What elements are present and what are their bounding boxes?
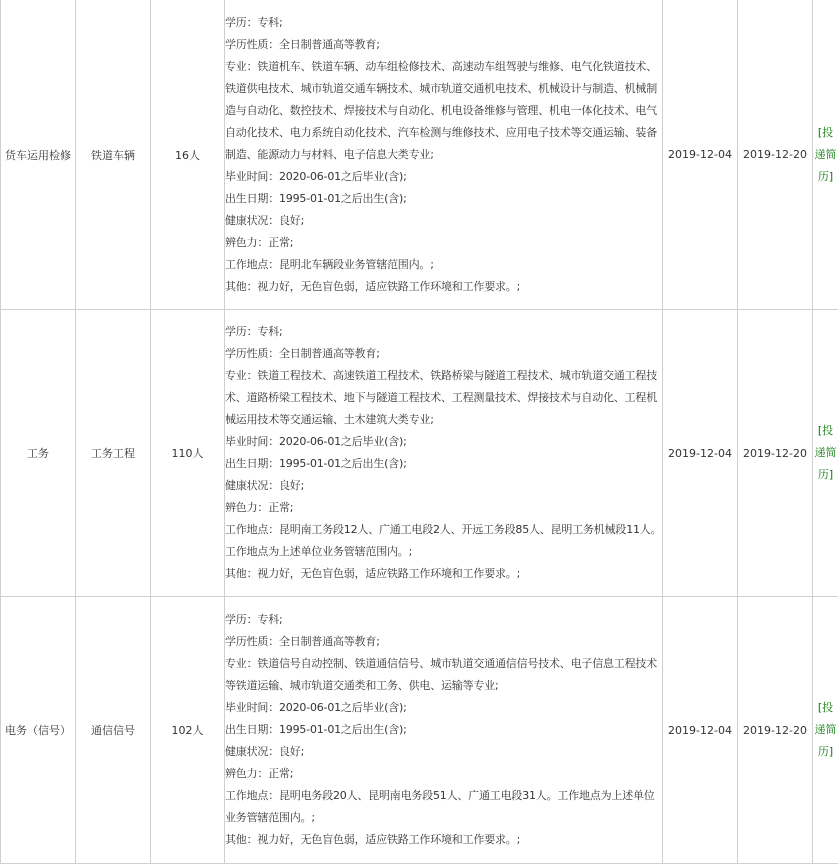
requirements-cell xyxy=(225,597,663,864)
start-date-cell: 2019-12-04 xyxy=(663,597,738,864)
table-row xyxy=(1,0,838,310)
action-cell xyxy=(813,597,838,864)
submit-resume-link[interactable]: [投递简历] xyxy=(814,122,838,188)
requirement-line: 学历性质：全日制普通高等教育; xyxy=(225,34,662,56)
requirement-line: 专业：铁道工程技术、高速铁道工程技术、铁路桥梁与隧道工程技术、城市轨道交通工程技术、道路桥梁工程技术、地下与隧道工程技术、工程测量技术、焊接技术与自动化、工程机械运用技术等交通运输、土木建筑大类专业; xyxy=(225,365,662,431)
requirement-line: 学历性质：全日制普通高等教育; xyxy=(225,631,662,653)
requirement-line: 工作地点：昆明北车辆段业务管辖范围内。; xyxy=(225,254,662,276)
requirements-cell xyxy=(225,310,663,597)
action-cell xyxy=(813,0,838,310)
table-row xyxy=(1,597,838,864)
department-cell: 货车运用检修 xyxy=(1,0,76,310)
requirement-line: 出生日期：1995-01-01之后出生(含); xyxy=(225,188,662,210)
requirement-line: 辨色力：正常; xyxy=(225,232,662,254)
requirement-line: 其他：视力好，无色盲色弱，适应铁路工作环境和工作要求。; xyxy=(225,563,662,585)
requirement-line: 学历性质：全日制普通高等教育; xyxy=(225,343,662,365)
position-cell: 工务工程 xyxy=(76,310,151,597)
headcount-cell: 102人 xyxy=(151,597,225,864)
requirement-line: 健康状况：良好; xyxy=(225,210,662,232)
headcount-cell: 110人 xyxy=(151,310,225,597)
requirement-line: 其他：视力好，无色盲色弱，适应铁路工作环境和工作要求。; xyxy=(225,276,662,298)
requirement-line: 辨色力：正常; xyxy=(225,497,662,519)
requirement-line: 学历：专科; xyxy=(225,12,662,34)
end-date-cell: 2019-12-20 xyxy=(738,597,813,864)
requirement-line: 出生日期：1995-01-01之后出生(含); xyxy=(225,453,662,475)
position-cell: 铁道车辆 xyxy=(76,0,151,310)
headcount-cell: 16人 xyxy=(151,0,225,310)
requirement-line: 毕业时间：2020-06-01之后毕业(含); xyxy=(225,697,662,719)
requirement-line: 学历：专科; xyxy=(225,609,662,631)
requirement-line: 出生日期：1995-01-01之后出生(含); xyxy=(225,719,662,741)
requirement-line: 毕业时间：2020-06-01之后毕业(含); xyxy=(225,166,662,188)
end-date-cell: 2019-12-20 xyxy=(738,310,813,597)
requirement-line: 工作地点：昆明南工务段12人、广通工电段2人、开远工务段85人、昆明工务机械段11人。工作地点为上述单位业务管辖范围内。; xyxy=(225,519,662,563)
submit-resume-link[interactable]: [投递简历] xyxy=(814,697,838,763)
start-date-cell: 2019-12-04 xyxy=(663,310,738,597)
requirement-line: 健康状况：良好; xyxy=(225,741,662,763)
requirements-cell xyxy=(225,0,663,310)
start-date-cell: 2019-12-04 xyxy=(663,0,738,310)
action-cell xyxy=(813,310,838,597)
requirement-line: 辨色力：正常; xyxy=(225,763,662,785)
requirement-line: 专业：铁道信号自动控制、铁道通信信号、城市轨道交通通信信号技术、电子信息工程技术等铁道运输、城市轨道交通类和工务、供电、运输等专业; xyxy=(225,653,662,697)
submit-resume-link[interactable]: [投递简历] xyxy=(814,420,838,486)
requirement-line: 专业：铁道机车、铁道车辆、动车组检修技术、高速动车组驾驶与维修、电气化铁道技术、铁道供电技术、城市轨道交通车辆技术、城市轨道交通机电技术、机械设计与制造、机械制造与自动化、数控技术、焊接技术与自动化、机电设备维修与管理、机电一体化技术、电气自动化技术、电力系统自动化技术、汽车检测与维修技术、应用电子技术等交通运输、装备制造、能源动力与材料、电子信息大类专业; xyxy=(225,56,662,166)
department-cell: 工务 xyxy=(1,310,76,597)
requirement-line: 毕业时间：2020-06-01之后毕业(含); xyxy=(225,431,662,453)
end-date-cell: 2019-12-20 xyxy=(738,0,813,310)
department-cell: 电务（信号） xyxy=(1,597,76,864)
requirement-line: 其他：视力好，无色盲色弱，适应铁路工作环境和工作要求。; xyxy=(225,829,662,851)
requirement-line: 工作地点：昆明电务段20人、昆明南电务段51人、广通工电段31人。工作地点为上述单位业务管辖范围内。; xyxy=(225,785,662,829)
table-row xyxy=(1,310,838,597)
requirement-line: 健康状况：良好; xyxy=(225,475,662,497)
position-cell: 通信信号 xyxy=(76,597,151,864)
requirement-line: 学历：专科; xyxy=(225,321,662,343)
